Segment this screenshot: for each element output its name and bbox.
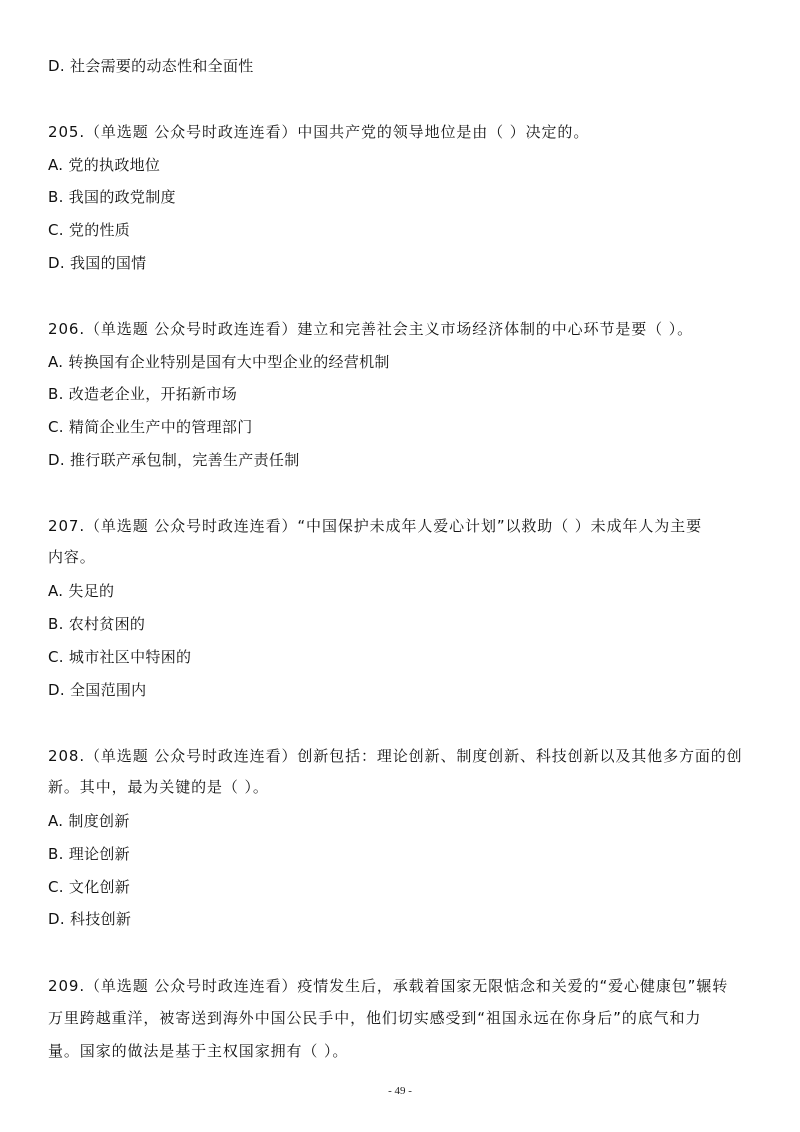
- question-stem-line-3: 量。国家的做法是基于主权国家拥有（ ）。: [48, 1042, 349, 1060]
- option-c: C. 精简企业生产中的管理部门: [48, 418, 253, 436]
- question-stem: 206.（单选题 公众号时政连连看）建立和完善社会主义市场经济体制的中心环节是要（ ）。: [48, 320, 694, 338]
- question-stem-line-2: 新。其中，最为关键的是（ ）。: [48, 778, 269, 796]
- option-b: B. 农村贫困的: [48, 615, 146, 633]
- option-c: C. 党的性质: [48, 221, 131, 239]
- page-number: - 49 -: [388, 1085, 412, 1097]
- option-a: A. 党的执政地位: [48, 156, 161, 174]
- question-stem-line-1: 207.（单选题 公众号时政连连看）“中国保护未成年人爱心计划”以救助（ ）未成年人为主要: [48, 517, 702, 535]
- prev-option-d: D. 社会需要的动态性和全面性: [48, 57, 254, 75]
- question-stem-line-2: 万里跨越重洋，被寄送到海外中国公民手中，他们切实感受到“祖国永远在你身后”的底气和力: [48, 1009, 702, 1027]
- option-d: D. 全国范围内: [48, 681, 147, 699]
- option-b: B. 我国的政党制度: [48, 188, 176, 206]
- question-stem-line-1: 208.（单选题 公众号时政连连看）创新包括：理论创新、制度创新、科技创新以及其他多方面的创: [48, 747, 743, 765]
- question-stem: 205.（单选题 公众号时政连连看）中国共产党的领导地位是由（ ）决定的。: [48, 123, 590, 141]
- option-b: B. 理论创新: [48, 845, 130, 863]
- option-c: C. 城市社区中特困的: [48, 648, 192, 666]
- option-b: B. 改造老企业，开拓新市场: [48, 385, 238, 403]
- option-d: D. 科技创新: [48, 910, 132, 928]
- option-a: A. 制度创新: [48, 812, 130, 830]
- option-c: C. 文化创新: [48, 878, 131, 896]
- option-a: A. 失足的: [48, 582, 115, 600]
- question-stem-line-2: 内容。: [48, 548, 96, 566]
- option-a: A. 转换国有企业特别是国有大中型企业的经营机制: [48, 353, 390, 371]
- option-d: D. 我国的国情: [48, 254, 147, 272]
- question-stem-line-1: 209.（单选题 公众号时政连连看）疫情发生后，承载着国家无限惦念和关爱的“爱心健康包”辗转: [48, 977, 729, 995]
- option-d: D. 推行联产承包制，完善生产责任制: [48, 451, 300, 469]
